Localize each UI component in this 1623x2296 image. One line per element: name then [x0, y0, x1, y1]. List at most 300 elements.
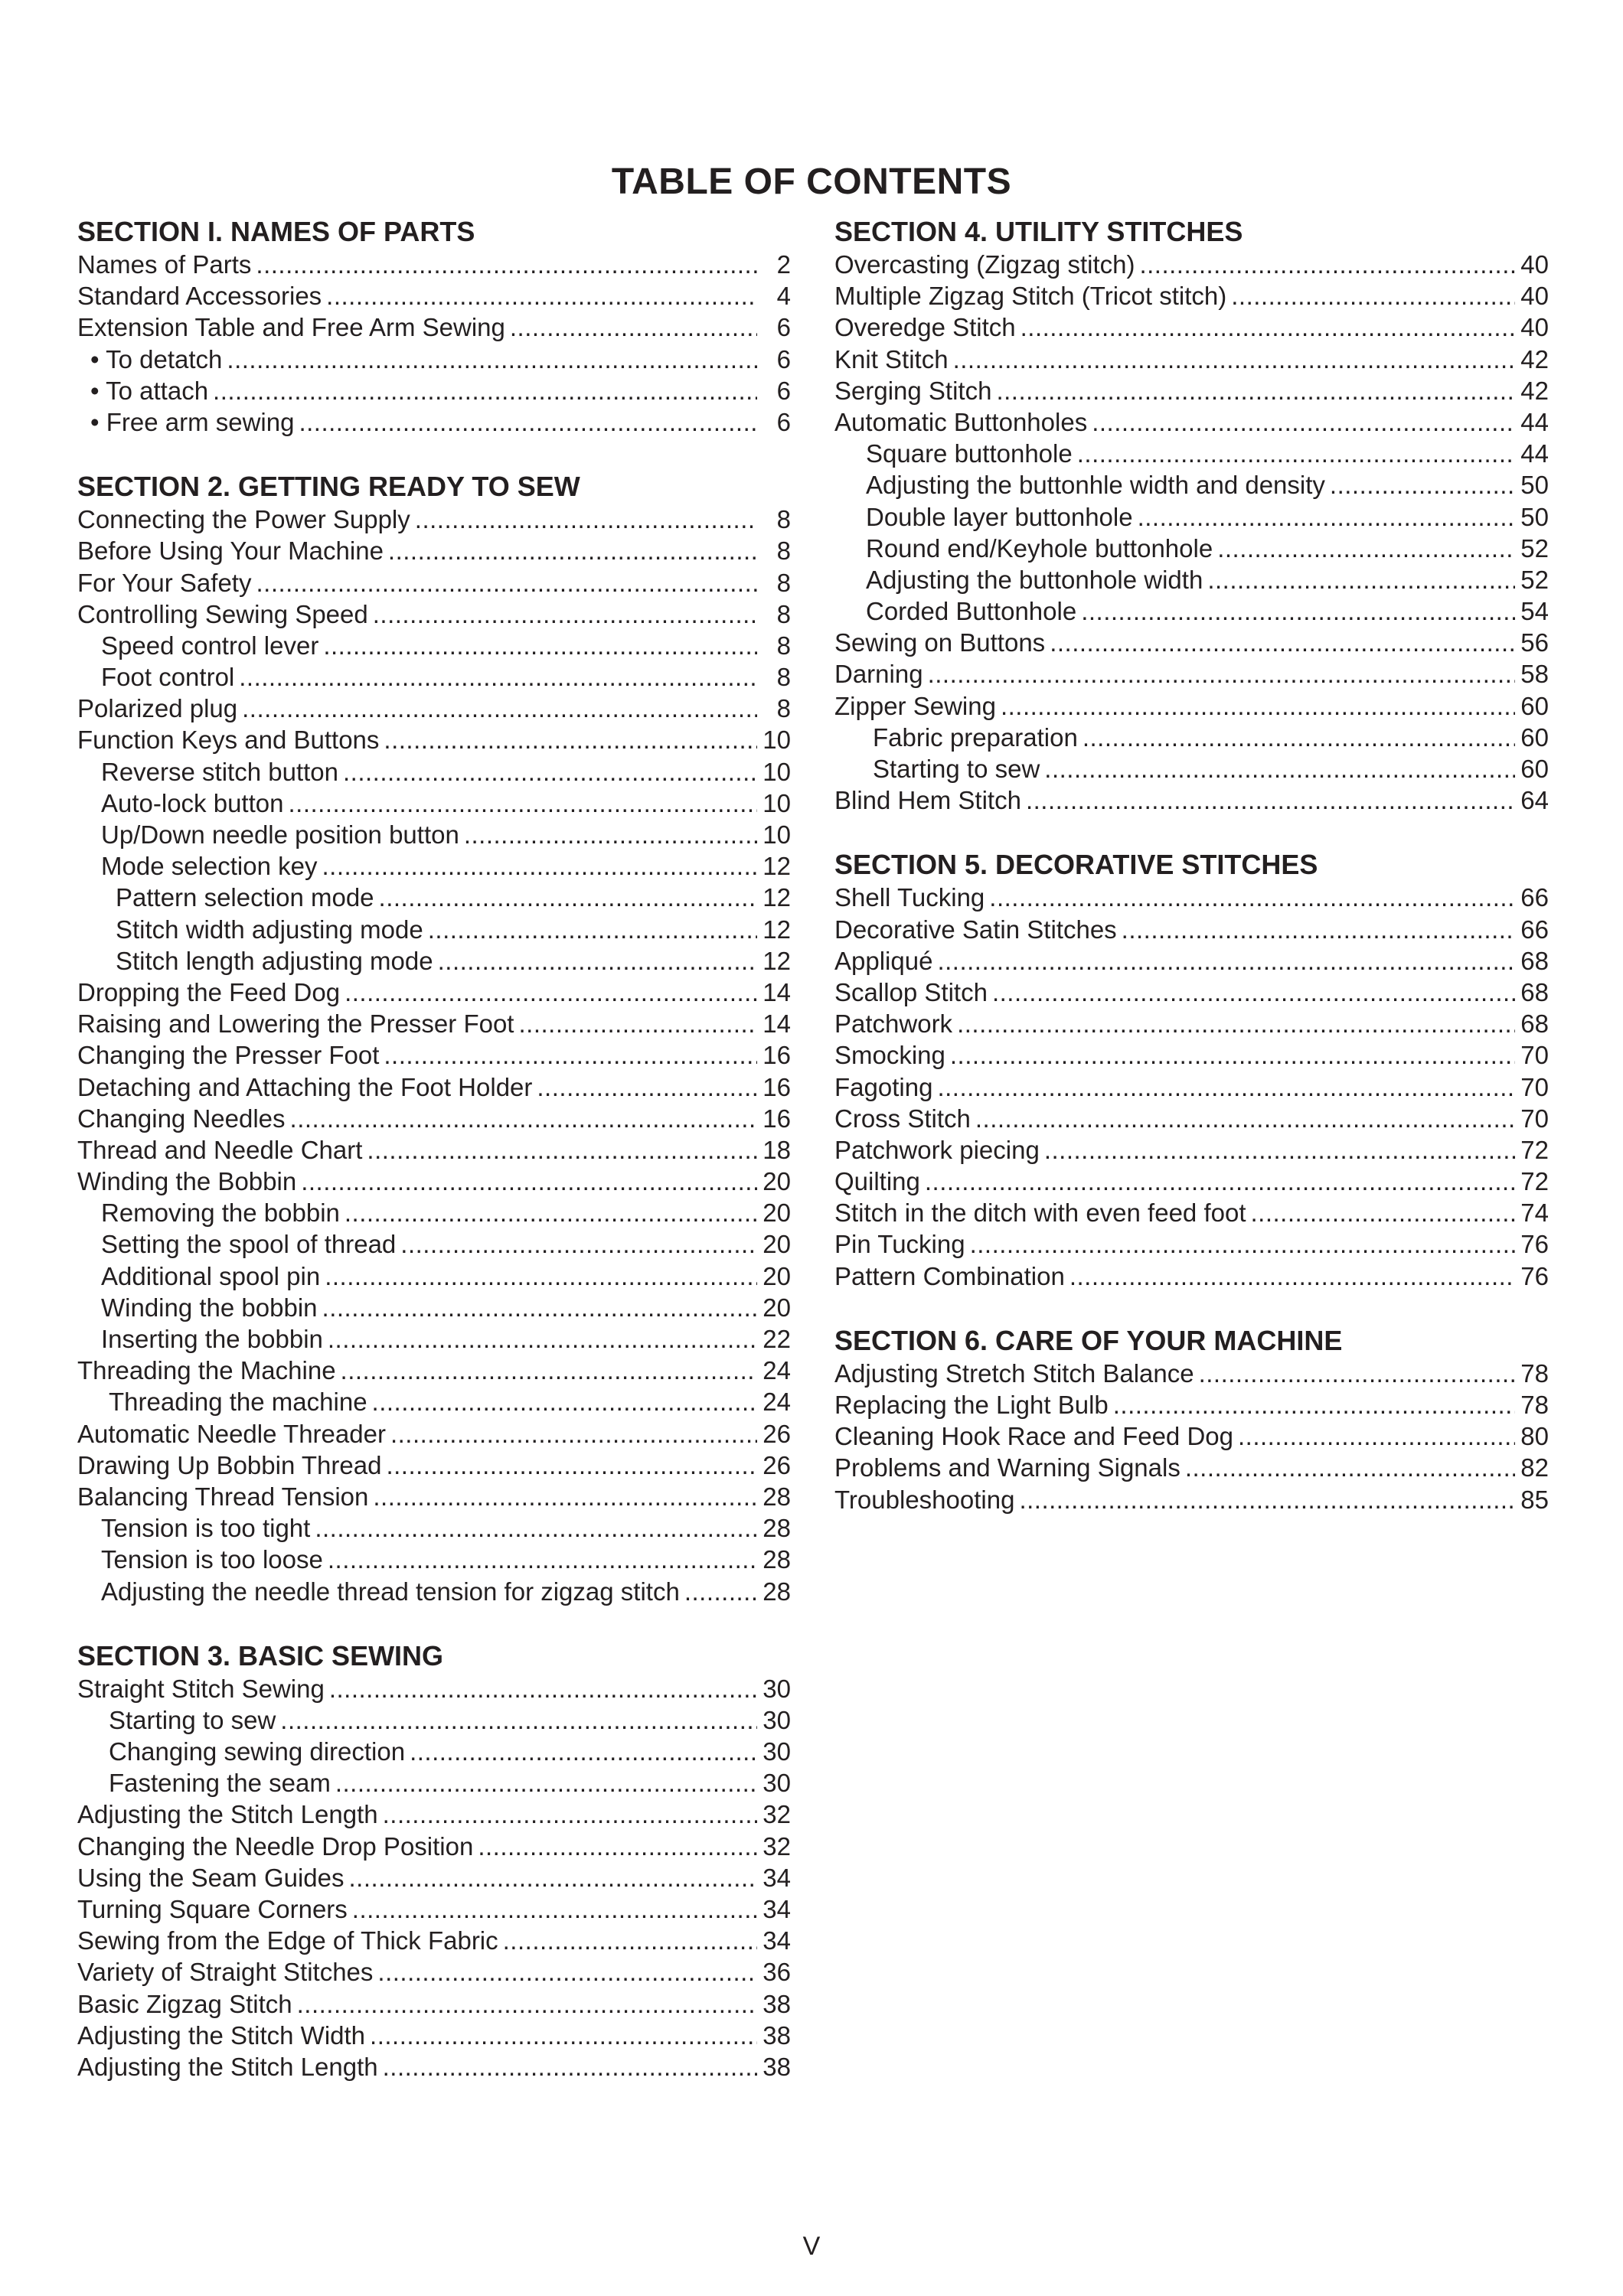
toc-entry-label: Adjusting the needle thread tension for zigzag stitch — [101, 1577, 680, 1606]
dot-leader — [328, 1323, 757, 1355]
toc-entry-label: Shell Tucking — [834, 883, 985, 912]
toc-entry-page: 32 — [763, 1800, 791, 1829]
toc-entry[interactable] — [77, 344, 791, 375]
dot-leader — [510, 311, 757, 343]
toc-entry-label: Automatic Buttonholes — [834, 407, 1088, 436]
dot-leader — [345, 1197, 757, 1228]
toc-entry-page: 85 — [1520, 1485, 1549, 1514]
toc-entry-page: 6 — [776, 376, 791, 405]
toc-entry-label: Corded Buttonhole — [866, 597, 1077, 626]
toc-entry-page: 72 — [1520, 1167, 1549, 1196]
toc-entry[interactable] — [77, 1893, 791, 1925]
toc-entry-page: 60 — [1520, 691, 1549, 720]
toc-entry-label: Adjusting the buttonhole width — [866, 565, 1203, 594]
toc-section — [834, 847, 1549, 1291]
toc-entry-label: Polarized plug — [77, 694, 238, 723]
toc-entry[interactable] — [834, 1008, 1549, 1039]
toc-entry-label: Connecting the Power Supply — [77, 505, 410, 534]
toc-entry-page: 16 — [763, 1041, 791, 1070]
toc-entry[interactable] — [834, 1197, 1549, 1228]
dot-leader — [400, 1228, 757, 1260]
toc-entry[interactable] — [77, 945, 791, 977]
toc-entry[interactable] — [77, 1544, 791, 1575]
toc-entry[interactable] — [77, 1704, 791, 1736]
dot-leader — [684, 1576, 757, 1607]
toc-entry[interactable] — [834, 1358, 1549, 1389]
toc-entry[interactable] — [77, 882, 791, 913]
dot-leader — [937, 1071, 1515, 1103]
toc-entry-label: Removing the bobbin — [101, 1199, 340, 1228]
toc-entry-label: Starting to sew — [873, 755, 1040, 783]
toc-left-column — [77, 214, 791, 2082]
toc-entry-page: 28 — [763, 1545, 791, 1574]
toc-entry-page: 78 — [1520, 1391, 1549, 1419]
toc-entry-page: 34 — [763, 1926, 791, 1955]
toc-entry-label: Serging Stitch — [834, 376, 992, 405]
toc-entry-label: Turning Square Corners — [77, 1895, 348, 1923]
toc-entry-label: Tension is too loose — [101, 1545, 323, 1574]
dot-leader — [925, 1166, 1515, 1197]
toc-entry-page: 18 — [763, 1135, 791, 1164]
toc-entry-label: Dropping the Feed Dog — [77, 977, 341, 1006]
dot-leader — [1199, 1358, 1515, 1389]
toc-entry-page: 8 — [776, 694, 791, 723]
page-title: TABLE OF CONTENTS — [611, 161, 1012, 202]
toc-entry-label: Standard Accessories — [77, 282, 322, 311]
toc-entry[interactable] — [77, 1736, 791, 1767]
toc-entry[interactable] — [834, 1261, 1549, 1292]
toc-entry-page: 36 — [763, 1958, 791, 1987]
toc-entry-page: 64 — [1520, 786, 1549, 815]
toc-entry[interactable] — [77, 1292, 791, 1323]
toc-entry-label: Speed control lever — [101, 631, 319, 660]
toc-entry-page: 54 — [1520, 597, 1549, 626]
toc-entry[interactable] — [77, 1576, 791, 1607]
toc-entry[interactable] — [77, 1481, 791, 1512]
toc-entry-page: 6 — [776, 407, 791, 436]
toc-entry-page: 40 — [1520, 313, 1549, 342]
toc-entry-page: 52 — [1520, 565, 1549, 594]
dot-leader — [1020, 311, 1515, 343]
toc-entry[interactable] — [77, 1197, 791, 1228]
toc-entry-page: 28 — [763, 1514, 791, 1543]
toc-entry-page: 56 — [1520, 628, 1549, 657]
toc-entry[interactable] — [77, 1988, 791, 2020]
toc-entry[interactable] — [834, 406, 1549, 438]
dot-leader — [280, 1704, 757, 1736]
toc-entry[interactable] — [77, 1418, 791, 1450]
toc-entry-page: 70 — [1520, 1104, 1549, 1133]
section-heading: SECTION 4. UTILITY STITCHES — [834, 216, 1243, 247]
toc-entry-label: Before Using Your Machine — [77, 536, 384, 566]
dot-leader — [1330, 469, 1515, 501]
toc-entry[interactable] — [77, 756, 791, 788]
toc-section — [77, 469, 791, 1607]
toc-entry-page: 82 — [1520, 1453, 1549, 1482]
toc-entry[interactable] — [77, 1134, 791, 1166]
toc-entry-page: 68 — [1520, 977, 1549, 1006]
toc-entry-label: Adjusting the Stitch Width — [77, 2020, 366, 2050]
toc-entry[interactable] — [834, 595, 1549, 627]
toc-entry[interactable] — [834, 564, 1549, 595]
toc-section — [834, 214, 1549, 816]
toc-entry[interactable] — [77, 1767, 791, 1799]
dot-leader — [1113, 1389, 1515, 1420]
toc-entry-label: Using the Seam Guides — [77, 1863, 345, 1892]
toc-right-column — [834, 214, 1549, 1515]
toc-entry-page: 32 — [763, 1831, 791, 1861]
toc-entry-label: Cleaning Hook Race and Feed Dog — [834, 1422, 1233, 1451]
dot-leader — [975, 1103, 1515, 1134]
dot-leader — [379, 882, 757, 913]
toc-entry-page: 26 — [763, 1450, 791, 1479]
toc-entry-label: Balancing Thread Tension — [77, 1482, 369, 1511]
toc-entry-label: Winding the bobbin — [101, 1293, 318, 1322]
toc-entry[interactable] — [77, 1166, 791, 1197]
dot-leader — [428, 914, 757, 945]
toc-entry[interactable] — [834, 375, 1549, 406]
toc-entry-page: 70 — [1520, 1041, 1549, 1070]
toc-entry[interactable] — [834, 945, 1549, 977]
section-heading: SECTION 6. CARE OF YOUR MACHINE — [834, 1324, 1343, 1356]
dot-leader — [256, 567, 757, 598]
dot-leader — [383, 2051, 757, 2082]
dot-leader — [1019, 1484, 1515, 1515]
toc-entry-page: 44 — [1520, 439, 1549, 468]
dot-leader — [297, 1988, 757, 2020]
toc-entry-page: 2 — [776, 250, 791, 279]
dot-leader — [386, 1450, 757, 1481]
toc-entry[interactable] — [77, 724, 791, 755]
toc-entry[interactable] — [834, 658, 1549, 690]
toc-entry-page: 10 — [763, 788, 791, 817]
toc-entry[interactable] — [77, 1355, 791, 1386]
toc-entry[interactable] — [834, 1420, 1549, 1452]
toc-entry[interactable] — [77, 788, 791, 819]
toc-entry-page: 40 — [1520, 282, 1549, 311]
toc-entry[interactable] — [77, 1039, 791, 1071]
toc-entry[interactable] — [834, 1484, 1549, 1515]
dot-leader — [367, 1134, 757, 1166]
toc-entry[interactable] — [77, 280, 791, 311]
toc-entry-page: 38 — [763, 2020, 791, 2050]
toc-entry-label: Winding the Bobbin — [77, 1167, 297, 1196]
toc-entry-label: Tension is too tight — [101, 1514, 311, 1543]
toc-entry[interactable] — [834, 977, 1549, 1008]
toc-entry-label: Multiple Zigzag Stitch (Tricot stitch) — [834, 282, 1227, 311]
dot-leader — [1026, 784, 1515, 816]
dot-leader — [957, 1008, 1515, 1039]
toc-entry[interactable] — [834, 627, 1549, 658]
toc-entry-page: 16 — [763, 1104, 791, 1133]
toc-entry[interactable] — [834, 722, 1549, 753]
toc-entry-page: 68 — [1520, 946, 1549, 975]
toc-entry[interactable] — [77, 693, 791, 724]
toc-entry-label: Knit Stitch — [834, 344, 949, 373]
toc-entry-label: Round end/Keyhole buttonhole — [866, 533, 1213, 563]
toc-entry[interactable] — [77, 850, 791, 882]
toc-entry-page: 44 — [1520, 407, 1549, 436]
toc-entry[interactable] — [77, 1450, 791, 1481]
dot-leader — [315, 1512, 757, 1544]
toc-entry-page: 72 — [1520, 1135, 1549, 1164]
toc-entry-page: 4 — [776, 282, 791, 311]
dot-leader — [288, 788, 757, 819]
toc-entry-label: Auto-lock button — [101, 788, 284, 817]
dot-leader — [322, 850, 757, 882]
toc-entry-label: • To attach — [90, 376, 209, 405]
toc-section — [77, 214, 791, 438]
toc-entry[interactable] — [77, 1862, 791, 1893]
toc-entry[interactable] — [77, 535, 791, 566]
toc-entry-label: Cross Stitch — [834, 1104, 971, 1133]
dot-leader — [345, 977, 757, 1008]
toc-entry-label: Drawing Up Bobbin Thread — [77, 1450, 382, 1479]
toc-entry[interactable] — [77, 1799, 791, 1830]
toc-entry-label: Fastening the seam — [109, 1769, 331, 1798]
toc-entry[interactable] — [77, 1512, 791, 1544]
dot-leader — [377, 1956, 757, 1988]
toc-entry[interactable] — [834, 690, 1549, 722]
dot-leader — [1092, 406, 1515, 438]
toc-entry[interactable] — [834, 1134, 1549, 1166]
toc-entry[interactable] — [834, 311, 1549, 343]
toc-entry-label: Sewing from the Edge of Thick Fabric — [77, 1926, 498, 1955]
toc-entry[interactable] — [77, 2020, 791, 2051]
section-heading: SECTION 2. GETTING READY TO SEW — [77, 471, 580, 503]
toc-entry[interactable] — [834, 882, 1549, 913]
toc-entry[interactable] — [834, 1071, 1549, 1103]
toc-entry-page: 12 — [763, 883, 791, 912]
toc-entry-page: 38 — [763, 2052, 791, 2081]
toc-entry-page: 6 — [776, 344, 791, 373]
toc-entry[interactable] — [77, 598, 791, 630]
dot-leader — [950, 1039, 1515, 1071]
toc-entry-page: 68 — [1520, 1009, 1549, 1039]
toc-entry-label: Setting the spool of thread — [101, 1230, 397, 1259]
toc-entry[interactable] — [77, 1956, 791, 1988]
dot-leader — [326, 280, 757, 311]
toc-entry-label: Adjusting Stretch Stitch Balance — [834, 1358, 1194, 1388]
dot-leader — [996, 375, 1515, 406]
dot-leader — [1138, 501, 1515, 533]
toc-entry[interactable] — [834, 249, 1549, 280]
toc-entry-label: Quilting — [834, 1167, 920, 1196]
dot-leader — [1069, 1261, 1515, 1292]
toc-entry-page: 8 — [776, 599, 791, 628]
toc-entry[interactable] — [834, 784, 1549, 816]
toc-entry[interactable] — [834, 533, 1549, 564]
dot-leader — [1001, 690, 1515, 722]
toc-entry-page: 20 — [763, 1261, 791, 1290]
toc-entry[interactable] — [77, 1831, 791, 1862]
toc-entry-page: 10 — [763, 820, 791, 849]
dot-leader — [1251, 1197, 1516, 1228]
toc-entry-page: 20 — [763, 1230, 791, 1259]
toc-entry-label: Fagoting — [834, 1072, 933, 1101]
toc-entry[interactable] — [834, 344, 1549, 375]
toc-entry-page: 66 — [1520, 883, 1549, 912]
dot-leader — [256, 249, 757, 280]
dot-leader — [992, 977, 1515, 1008]
toc-entry-label: Basic Zigzag Stitch — [77, 1989, 292, 2018]
toc-entry[interactable] — [834, 1228, 1549, 1260]
dot-leader — [341, 1355, 757, 1386]
toc-entry[interactable] — [77, 311, 791, 343]
dot-leader — [384, 724, 757, 755]
toc-entry-page: 42 — [1520, 376, 1549, 405]
toc-entry-page: 50 — [1520, 502, 1549, 531]
toc-entry[interactable] — [77, 567, 791, 598]
dot-leader — [213, 375, 757, 406]
toc-entry-label: Starting to sew — [109, 1705, 276, 1734]
toc-entry-page: 24 — [763, 1388, 791, 1417]
toc-entry[interactable] — [77, 1008, 791, 1039]
toc-entry-label: Patchwork piecing — [834, 1135, 1040, 1164]
toc-entry[interactable] — [77, 2051, 791, 2082]
toc-entry-label: Double layer buttonhole — [866, 502, 1133, 531]
toc-entry-page: 38 — [763, 1989, 791, 2018]
toc-entry-page: 8 — [776, 536, 791, 566]
dot-leader — [1050, 627, 1515, 658]
toc-entry-page: 30 — [763, 1737, 791, 1766]
toc-entry-label: Patchwork — [834, 1009, 953, 1039]
toc-entry[interactable] — [834, 280, 1549, 311]
dot-leader — [1139, 249, 1515, 280]
toc-entry[interactable] — [77, 630, 791, 661]
dot-leader — [349, 1862, 757, 1893]
page-number: V — [802, 2232, 821, 2261]
toc-entry[interactable] — [77, 504, 791, 535]
dot-leader — [537, 1071, 757, 1103]
toc-entry[interactable] — [834, 1039, 1549, 1071]
toc-entry[interactable] — [834, 1389, 1549, 1420]
toc-entry[interactable] — [77, 1103, 791, 1134]
dot-leader — [1077, 438, 1515, 469]
toc-entry-label: Threading the Machine — [77, 1356, 336, 1385]
toc-entry-label: Thread and Needle Chart — [77, 1135, 363, 1164]
toc-entry-label: Appliqué — [834, 946, 933, 975]
dot-leader — [1207, 564, 1515, 595]
toc-section — [77, 1639, 791, 2082]
toc-entry-page: 58 — [1520, 660, 1549, 689]
toc-entry-label: Names of Parts — [77, 250, 252, 279]
dot-leader — [373, 598, 757, 630]
toc-entry-label: Adjusting the Stitch Length — [77, 1800, 378, 1829]
toc-entry-label: Adjusting the Stitch Length — [77, 2052, 378, 2081]
toc-entry-label: Extension Table and Free Arm Sewing — [77, 313, 505, 342]
toc-entry-page: 10 — [763, 726, 791, 755]
toc-entry[interactable] — [77, 1071, 791, 1103]
toc-entry-page: 8 — [776, 663, 791, 692]
dot-leader — [1238, 1420, 1515, 1452]
toc-entry[interactable] — [834, 501, 1549, 533]
toc-entry[interactable] — [77, 375, 791, 406]
dot-leader — [478, 1831, 757, 1862]
dot-leader — [384, 1039, 757, 1071]
toc-entry[interactable] — [834, 1452, 1549, 1483]
toc-entry[interactable] — [77, 406, 791, 438]
dot-leader — [390, 1418, 757, 1450]
toc-entry[interactable] — [77, 1261, 791, 1292]
toc-entry[interactable] — [834, 1103, 1549, 1134]
toc-entry-page: 12 — [763, 852, 791, 881]
toc-entry-page: 30 — [763, 1674, 791, 1703]
toc-entry-page: 34 — [763, 1895, 791, 1923]
dot-leader — [970, 1228, 1515, 1260]
toc-entry-page: 8 — [776, 568, 791, 597]
dot-leader — [1122, 914, 1515, 945]
toc-entry[interactable] — [834, 1166, 1549, 1197]
toc-entry-page: 16 — [763, 1072, 791, 1101]
toc-section — [834, 1323, 1549, 1515]
toc-entry-label: Detaching and Attaching the Foot Holder — [77, 1072, 533, 1101]
toc-entry-page: 52 — [1520, 533, 1549, 563]
toc-entry-label: Foot control — [101, 663, 235, 692]
toc-entry[interactable] — [834, 469, 1549, 501]
toc-entry-label: Changing sewing direction — [109, 1737, 406, 1766]
toc-entry[interactable] — [834, 753, 1549, 784]
dot-leader — [322, 1292, 757, 1323]
toc-entry-label: Sewing on Buttons — [834, 628, 1046, 657]
dot-leader — [953, 344, 1515, 375]
dot-leader — [370, 2020, 757, 2051]
toc-entry[interactable] — [77, 661, 791, 693]
toc-entry-page: 6 — [776, 313, 791, 342]
dot-leader — [325, 1261, 757, 1292]
dot-leader — [1081, 595, 1515, 627]
toc-entry-label: Threading the machine — [109, 1388, 367, 1417]
toc-entry-page: 8 — [776, 505, 791, 534]
dot-leader — [1185, 1452, 1515, 1483]
toc-entry-page: 22 — [763, 1325, 791, 1353]
toc-entry-page: 60 — [1520, 722, 1549, 752]
toc-entry-page: 28 — [763, 1482, 791, 1511]
toc-entry-label: Problems and Warning Signals — [834, 1453, 1181, 1482]
dot-leader — [1044, 753, 1515, 784]
toc-entry[interactable] — [77, 819, 791, 850]
section-heading: SECTION I. NAMES OF PARTS — [77, 216, 475, 247]
toc-entry[interactable] — [77, 914, 791, 945]
toc-entry-page: 8 — [776, 631, 791, 660]
toc-entry[interactable] — [834, 914, 1549, 945]
toc-entry-page: 78 — [1520, 1358, 1549, 1388]
toc-entry[interactable] — [77, 1673, 791, 1704]
toc-entry-page: 10 — [763, 757, 791, 786]
toc-entry[interactable] — [834, 438, 1549, 469]
toc-entry-label: Function Keys and Buttons — [77, 726, 380, 755]
toc-entry[interactable] — [77, 1228, 791, 1260]
dot-leader — [335, 1767, 757, 1799]
toc-entry[interactable] — [77, 1925, 791, 1956]
dot-leader — [242, 693, 757, 724]
toc-entry-page: 24 — [763, 1356, 791, 1385]
toc-entry[interactable] — [77, 1386, 791, 1417]
toc-entry-label: Overedge Stitch — [834, 313, 1016, 342]
toc-entry-label: Darning — [834, 660, 923, 689]
dot-leader — [1044, 1134, 1515, 1166]
toc-entry[interactable] — [77, 1323, 791, 1355]
toc-entry[interactable] — [77, 977, 791, 1008]
toc-entry[interactable] — [77, 249, 791, 280]
toc-entry-page: 12 — [763, 946, 791, 975]
dot-leader — [410, 1736, 757, 1767]
dot-leader — [937, 945, 1515, 977]
toc-entry-label: Adjusting the buttonhle width and density — [866, 471, 1325, 500]
dot-leader — [227, 344, 757, 375]
dot-leader — [989, 882, 1515, 913]
dot-leader — [343, 756, 757, 788]
